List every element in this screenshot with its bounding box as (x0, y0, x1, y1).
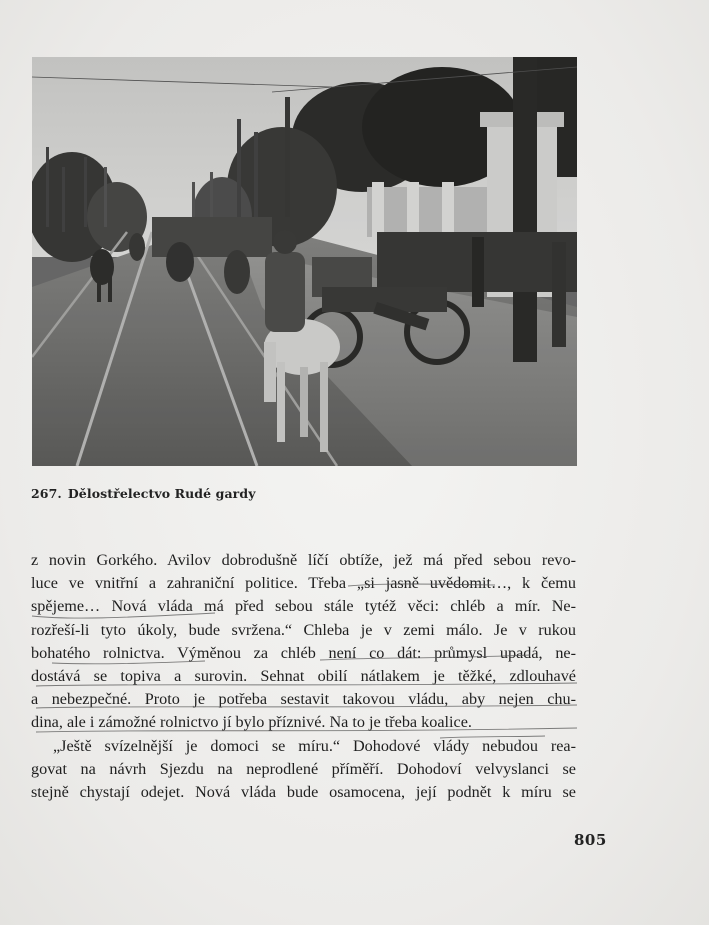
text-line: stejně chystají odejet. Nová vláda bude osamocena, její podnět k míru se (31, 782, 576, 801)
historical-photograph (32, 57, 577, 466)
text-line: bohatého rolnictva. Výměnou za chléb není co dát: průmysl upadá, ne- (31, 643, 576, 662)
text-line: „Ještě svízelnější je domoci se míru.“ Dohodové vlády nebudou rea- (53, 736, 576, 755)
figure-caption (31, 486, 256, 501)
text-line: dina, ale i zámožné rolnictvo jí bylo příznivé. Na to je třeba koalice. (31, 713, 472, 732)
page-number: 805 (574, 831, 607, 849)
text-line: spějeme… Nová vláda má před sebou stále tytéž věci: chléb a mír. Ne- (31, 597, 576, 616)
text-line: z novin Gorkého. Avilov dobrodušně líčí obtíže, jež má před sebou revo- (31, 551, 576, 569)
text-line: dostává se topiva a surovin. Sehnat obilí nátlakem je těžké, zdlouhavé (31, 666, 576, 685)
text-line: a nebezpečné. Proto je potřeba sestavit takovou vládu, aby nejen chu- (31, 690, 576, 709)
text-line: luce ve vnitřní a zahraniční politice. Třeba „si jasně uvědomit…, k čemu (31, 574, 576, 593)
figure-caption-text: Dělostřelectvo Rudé gardy (67, 486, 256, 501)
figure-number: 267. (31, 486, 62, 501)
body-text (31, 549, 576, 804)
text-line: govat na návrh Sjezdu na neprodlené příměří. Dohodoví velvyslanci se (31, 759, 576, 778)
text-line: rozřeší-li tyto úkoly, bude svržena.“ Chleba je v zemi málo. Je v rukou (31, 620, 576, 639)
street-scene-photo (32, 57, 577, 466)
